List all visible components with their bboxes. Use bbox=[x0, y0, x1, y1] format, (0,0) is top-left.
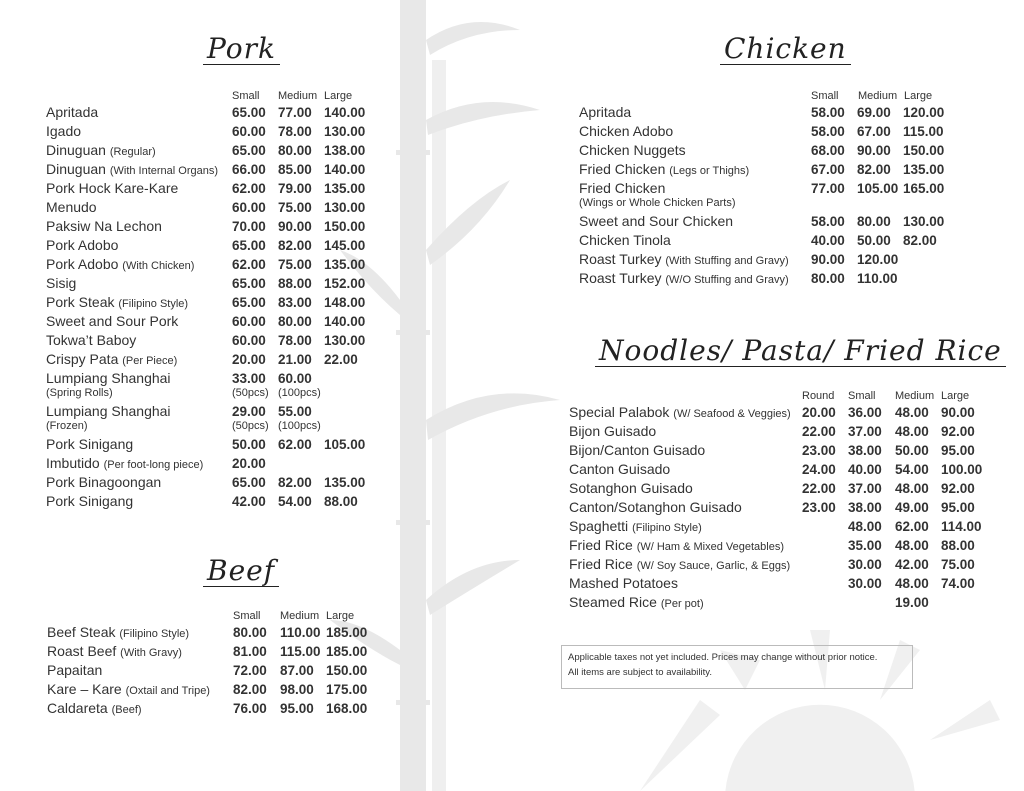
item-name: Crispy Pata bbox=[46, 351, 119, 367]
menu-item-name bbox=[46, 199, 97, 215]
item-name: Fried Rice bbox=[569, 556, 633, 572]
item-price: 60.00 bbox=[232, 333, 266, 348]
item-price: 83.00 bbox=[278, 295, 312, 310]
item-price: 100.00 bbox=[941, 462, 983, 477]
menu-item-name bbox=[46, 104, 98, 120]
item-price: 50.00 bbox=[857, 233, 891, 248]
item-price: 92.00 bbox=[941, 481, 975, 496]
menu-item-name bbox=[569, 404, 791, 420]
menu-item-name bbox=[579, 232, 671, 248]
item-price: 77.00 bbox=[811, 181, 845, 196]
item-note: (W/O Stuffing and Gravy) bbox=[665, 274, 789, 286]
item-price: 62.00 bbox=[232, 257, 266, 272]
menu-item-name bbox=[46, 161, 218, 177]
column-header: Large bbox=[324, 90, 353, 102]
item-price: 82.00 bbox=[857, 162, 891, 177]
item-subtitle: (Spring Rolls) bbox=[46, 387, 113, 399]
item-name: Kare – Kare bbox=[47, 681, 122, 697]
item-price: 55.00 bbox=[278, 404, 312, 419]
item-price: 58.00 bbox=[811, 214, 845, 229]
item-name: Tokwa’t Baboy bbox=[46, 332, 137, 348]
item-note: (Per foot-long piece) bbox=[103, 459, 204, 471]
item-note: (Per Piece) bbox=[122, 355, 178, 367]
menu-item-name bbox=[47, 624, 189, 640]
column-header: Small bbox=[233, 610, 261, 622]
item-price: 48.00 bbox=[895, 424, 929, 439]
menu-item-name bbox=[569, 575, 678, 591]
item-price: 88.00 bbox=[278, 276, 312, 291]
menu-item-name bbox=[569, 461, 670, 477]
item-price: 185.00 bbox=[326, 644, 368, 659]
menu-item-name bbox=[46, 123, 81, 139]
item-price: 138.00 bbox=[324, 143, 366, 158]
item-price: 54.00 bbox=[278, 494, 312, 509]
column-header: Large bbox=[904, 90, 933, 102]
disclaimer-line-2: All items are subject to availability. bbox=[568, 667, 712, 678]
item-price: 50.00 bbox=[895, 443, 929, 458]
item-price: 37.00 bbox=[848, 481, 882, 496]
item-note: (Beef) bbox=[111, 704, 142, 716]
item-name: Pork Steak bbox=[46, 294, 115, 310]
item-subtitle: (Frozen) bbox=[46, 420, 88, 432]
menu-item-name bbox=[46, 351, 177, 367]
menu-item-name bbox=[579, 123, 673, 139]
item-price: 150.00 bbox=[903, 143, 945, 158]
item-price: 58.00 bbox=[811, 105, 845, 120]
item-price: 88.00 bbox=[941, 538, 975, 553]
item-price: 23.00 bbox=[802, 500, 836, 515]
item-portion-size: (50pcs) bbox=[232, 387, 269, 399]
item-price: 82.00 bbox=[278, 475, 312, 490]
item-price: 175.00 bbox=[326, 682, 368, 697]
column-header: Small bbox=[848, 390, 876, 402]
item-price: 114.00 bbox=[941, 519, 982, 534]
menu-item-name bbox=[46, 455, 203, 471]
item-price: 88.00 bbox=[324, 494, 358, 509]
item-price: 80.00 bbox=[233, 625, 267, 640]
menu-item-name bbox=[46, 493, 133, 509]
item-name: Dinuguan bbox=[46, 142, 106, 158]
item-price: 77.00 bbox=[278, 105, 312, 120]
section-title-noodles: Noodles/ Pasta/ Fried Rice bbox=[595, 336, 1006, 367]
menu-item-name bbox=[46, 370, 171, 386]
menu-item-name bbox=[47, 662, 102, 678]
item-price: 165.00 bbox=[903, 181, 945, 196]
item-name: Pork Sinigang bbox=[46, 436, 134, 452]
item-price: 80.00 bbox=[278, 314, 312, 329]
item-price: 30.00 bbox=[848, 576, 882, 591]
item-portion-size: (100pcs) bbox=[278, 420, 321, 432]
item-name: Pork Hock Kare-Kare bbox=[46, 180, 179, 196]
menu-item-name bbox=[579, 161, 749, 177]
item-name: Imbutido bbox=[46, 455, 100, 471]
item-price: 148.00 bbox=[324, 295, 366, 310]
item-price: 145.00 bbox=[324, 238, 366, 253]
menu-item-name bbox=[579, 142, 686, 158]
item-price: 92.00 bbox=[941, 424, 975, 439]
item-price: 135.00 bbox=[903, 162, 945, 177]
item-price: 152.00 bbox=[324, 276, 366, 291]
item-price: 72.00 bbox=[233, 663, 267, 678]
item-name: Roast Turkey bbox=[579, 270, 662, 286]
item-name: Special Palabok bbox=[569, 404, 670, 420]
item-price: 48.00 bbox=[895, 538, 929, 553]
item-price: 76.00 bbox=[233, 701, 267, 716]
item-price: 81.00 bbox=[233, 644, 267, 659]
item-price: 90.00 bbox=[857, 143, 891, 158]
item-price: 135.00 bbox=[324, 181, 366, 196]
item-price: 24.00 bbox=[802, 462, 836, 477]
column-header: Medium bbox=[858, 90, 898, 102]
item-price: 60.00 bbox=[232, 314, 266, 329]
item-name: Sweet and Sour Chicken bbox=[579, 213, 734, 229]
item-price: 185.00 bbox=[326, 625, 368, 640]
item-portion-size: (100pcs) bbox=[278, 387, 321, 399]
item-price: 30.00 bbox=[848, 557, 882, 572]
item-note: (With Internal Organs) bbox=[109, 165, 219, 177]
item-name: Lumpiang Shanghai bbox=[46, 370, 171, 386]
item-name: Dinuguan bbox=[46, 161, 106, 177]
menu-item-name bbox=[46, 237, 118, 253]
item-price: 110.00 bbox=[280, 625, 321, 640]
item-price: 115.00 bbox=[903, 124, 944, 139]
menu-item-name bbox=[569, 594, 704, 610]
item-price: 95.00 bbox=[280, 701, 314, 716]
item-name: Sisig bbox=[46, 275, 77, 291]
menu-item-name bbox=[46, 436, 133, 452]
item-price: 130.00 bbox=[903, 214, 945, 229]
menu-item-name bbox=[46, 218, 162, 234]
item-price: 36.00 bbox=[848, 405, 882, 420]
item-name: Pork Binagoongan bbox=[46, 474, 162, 490]
item-portion-size: (50pcs) bbox=[232, 420, 269, 432]
item-note: (W/ Ham & Mixed Vegetables) bbox=[636, 541, 785, 553]
menu-item-name bbox=[579, 180, 665, 196]
item-note: (Filipino Style) bbox=[632, 522, 702, 534]
item-price: 65.00 bbox=[232, 238, 266, 253]
item-subtitle: (Wings or Whole Chicken Parts) bbox=[579, 197, 736, 209]
item-price: 78.00 bbox=[278, 333, 312, 348]
item-price: 140.00 bbox=[324, 162, 366, 177]
item-price: 48.00 bbox=[848, 519, 882, 534]
menu-item-name bbox=[569, 423, 656, 439]
item-price: 38.00 bbox=[848, 500, 882, 515]
item-price: 60.00 bbox=[232, 124, 266, 139]
item-price: 65.00 bbox=[232, 105, 266, 120]
item-name: Roast Beef bbox=[47, 643, 117, 659]
item-note: (With Stuffing and Gravy) bbox=[665, 255, 789, 267]
item-price: 60.00 bbox=[278, 371, 312, 386]
disclaimer-line-1: Applicable taxes not yet included. Prices may change without prior notice. bbox=[568, 652, 878, 663]
item-price: 120.00 bbox=[903, 105, 945, 120]
item-price: 130.00 bbox=[324, 124, 366, 139]
menu-item-name bbox=[46, 313, 178, 329]
item-name: Spaghetti bbox=[569, 518, 629, 534]
item-name: Igado bbox=[46, 123, 82, 139]
item-name: Pork Sinigang bbox=[46, 493, 134, 509]
item-name: Paksiw Na Lechon bbox=[46, 218, 162, 234]
item-price: 22.00 bbox=[802, 481, 836, 496]
item-price: 20.00 bbox=[232, 352, 266, 367]
column-header: Large bbox=[941, 390, 970, 402]
menu-item-name bbox=[579, 104, 631, 120]
item-name: Apritada bbox=[46, 104, 99, 120]
menu-item-name bbox=[579, 213, 733, 229]
item-price: 65.00 bbox=[232, 276, 266, 291]
item-price: 150.00 bbox=[324, 219, 366, 234]
item-price: 135.00 bbox=[324, 257, 366, 272]
item-price: 95.00 bbox=[941, 500, 975, 515]
item-price: 50.00 bbox=[232, 437, 266, 452]
item-price: 75.00 bbox=[941, 557, 975, 572]
item-note: (With Chicken) bbox=[122, 260, 195, 272]
section-title-pork: Pork bbox=[203, 34, 280, 65]
item-name: Canton Guisado bbox=[569, 461, 671, 477]
item-name: Beef Steak bbox=[47, 624, 116, 640]
menu-item-name bbox=[569, 499, 742, 515]
item-price: 65.00 bbox=[232, 143, 266, 158]
item-price: 105.00 bbox=[857, 181, 899, 196]
item-price: 42.00 bbox=[895, 557, 929, 572]
item-price: 21.00 bbox=[278, 352, 312, 367]
item-price: 35.00 bbox=[848, 538, 882, 553]
item-price: 58.00 bbox=[811, 124, 845, 139]
item-price: 62.00 bbox=[278, 437, 312, 452]
item-price: 40.00 bbox=[848, 462, 882, 477]
column-header: Medium bbox=[280, 610, 320, 622]
item-name: Fried Chicken bbox=[579, 161, 666, 177]
menu-item-name bbox=[569, 442, 705, 458]
item-price: 22.00 bbox=[324, 352, 358, 367]
item-price: 140.00 bbox=[324, 314, 366, 329]
menu-item-name bbox=[46, 403, 171, 419]
item-name: Bijon Guisado bbox=[569, 423, 657, 439]
menu-item-name bbox=[46, 474, 161, 490]
item-price: 79.00 bbox=[278, 181, 312, 196]
item-price: 82.00 bbox=[903, 233, 937, 248]
column-header: Medium bbox=[278, 90, 318, 102]
item-price: 135.00 bbox=[324, 475, 366, 490]
item-name: Lumpiang Shanghai bbox=[46, 403, 171, 419]
item-price: 95.00 bbox=[941, 443, 975, 458]
item-name: Sweet and Sour Pork bbox=[46, 313, 179, 329]
item-name: Fried Chicken bbox=[579, 180, 666, 196]
item-price: 20.00 bbox=[802, 405, 836, 420]
item-price: 65.00 bbox=[232, 475, 266, 490]
item-price: 22.00 bbox=[802, 424, 836, 439]
item-price: 75.00 bbox=[278, 257, 312, 272]
item-price: 70.00 bbox=[232, 219, 266, 234]
item-price: 90.00 bbox=[278, 219, 312, 234]
menu-item-name bbox=[579, 251, 789, 267]
column-header: Medium bbox=[895, 390, 935, 402]
item-price: 23.00 bbox=[802, 443, 836, 458]
item-price: 80.00 bbox=[857, 214, 891, 229]
item-name: Caldareta bbox=[47, 700, 108, 716]
item-price: 42.00 bbox=[232, 494, 266, 509]
item-price: 54.00 bbox=[895, 462, 929, 477]
item-name: Sotanghon Guisado bbox=[569, 480, 693, 496]
section-title-chicken: Chicken bbox=[720, 34, 851, 65]
item-note: (Per pot) bbox=[660, 598, 704, 610]
item-name: Papaitan bbox=[47, 662, 103, 678]
item-note: (Legs or Thighs) bbox=[669, 165, 750, 177]
menu-item-name bbox=[569, 480, 693, 496]
menu-item-name bbox=[46, 180, 178, 196]
item-note: (Oxtail and Tripe) bbox=[125, 685, 210, 697]
item-note: (With Gravy) bbox=[120, 647, 182, 659]
item-price: 38.00 bbox=[848, 443, 882, 458]
item-price: 130.00 bbox=[324, 333, 366, 348]
item-note: (Filipino Style) bbox=[119, 628, 190, 640]
item-price: 67.00 bbox=[811, 162, 845, 177]
menu-item-name bbox=[579, 270, 789, 286]
section-title-beef: Beef bbox=[203, 556, 279, 587]
column-header: Round bbox=[802, 390, 835, 402]
column-header: Large bbox=[326, 610, 355, 622]
item-price: 110.00 bbox=[857, 271, 898, 286]
menu-item-name bbox=[569, 556, 790, 572]
menu-item-name bbox=[46, 275, 76, 291]
menu-item-name bbox=[47, 643, 182, 659]
menu-item-name bbox=[47, 681, 210, 697]
item-price: 48.00 bbox=[895, 481, 929, 496]
item-note: (Filipino Style) bbox=[118, 298, 189, 310]
item-price: 69.00 bbox=[857, 105, 891, 120]
item-price: 37.00 bbox=[848, 424, 882, 439]
menu-item-name bbox=[569, 537, 784, 553]
column-header: Small bbox=[232, 90, 260, 102]
item-price: 82.00 bbox=[233, 682, 267, 697]
item-price: 150.00 bbox=[326, 663, 368, 678]
item-name: Pork Adobo bbox=[46, 256, 119, 272]
item-price: 90.00 bbox=[811, 252, 845, 267]
item-price: 90.00 bbox=[941, 405, 975, 420]
item-price: 67.00 bbox=[857, 124, 891, 139]
item-price: 78.00 bbox=[278, 124, 312, 139]
item-price: 68.00 bbox=[811, 143, 845, 158]
menu-item-name bbox=[569, 518, 702, 534]
menu-item-name bbox=[47, 700, 142, 716]
item-price: 80.00 bbox=[278, 143, 312, 158]
item-price: 75.00 bbox=[278, 200, 312, 215]
item-name: Pork Adobo bbox=[46, 237, 119, 253]
item-price: 60.00 bbox=[232, 200, 266, 215]
item-name: Chicken Adobo bbox=[579, 123, 674, 139]
item-price: 65.00 bbox=[232, 295, 266, 310]
column-header: Small bbox=[811, 90, 839, 102]
item-price: 29.00 bbox=[232, 404, 266, 419]
menu-item-name bbox=[46, 294, 188, 310]
item-name: Fried Rice bbox=[569, 537, 633, 553]
item-price: 82.00 bbox=[278, 238, 312, 253]
item-name: Apritada bbox=[579, 104, 632, 120]
item-price: 62.00 bbox=[895, 519, 929, 534]
item-price: 48.00 bbox=[895, 576, 929, 591]
item-price: 168.00 bbox=[326, 701, 368, 716]
item-price: 66.00 bbox=[232, 162, 266, 177]
item-price: 49.00 bbox=[895, 500, 929, 515]
item-price: 105.00 bbox=[324, 437, 366, 452]
item-price: 20.00 bbox=[232, 456, 266, 471]
item-price: 115.00 bbox=[280, 644, 321, 659]
item-price: 74.00 bbox=[941, 576, 975, 591]
item-note: (Regular) bbox=[109, 146, 156, 158]
menu-item-name bbox=[46, 332, 136, 348]
item-name: Chicken Tinola bbox=[579, 232, 671, 248]
menu-item-name bbox=[46, 256, 194, 272]
item-price: 120.00 bbox=[857, 252, 899, 267]
item-price: 62.00 bbox=[232, 181, 266, 196]
disclaimer-box bbox=[561, 645, 913, 689]
item-name: Chicken Nuggets bbox=[579, 142, 686, 158]
item-name: Menudo bbox=[46, 199, 97, 215]
item-note: (W/ Soy Sauce, Garlic, & Eggs) bbox=[636, 560, 791, 572]
item-name: Mashed Potatoes bbox=[569, 575, 678, 591]
item-note: (W/ Seafood & Veggies) bbox=[673, 408, 791, 420]
item-price: 140.00 bbox=[324, 105, 366, 120]
item-name: Canton/Sotanghon Guisado bbox=[569, 499, 742, 515]
item-price: 87.00 bbox=[280, 663, 314, 678]
item-price: 80.00 bbox=[811, 271, 845, 286]
item-price: 40.00 bbox=[811, 233, 845, 248]
item-name: Steamed Rice bbox=[569, 594, 657, 610]
item-price: 85.00 bbox=[278, 162, 312, 177]
item-price: 19.00 bbox=[895, 595, 929, 610]
item-price: 98.00 bbox=[280, 682, 314, 697]
item-price: 130.00 bbox=[324, 200, 366, 215]
menu-item-name bbox=[46, 142, 156, 158]
item-price: 48.00 bbox=[895, 405, 929, 420]
item-name: Bijon/Canton Guisado bbox=[569, 442, 706, 458]
item-name: Roast Turkey bbox=[579, 251, 662, 267]
item-price: 33.00 bbox=[232, 371, 266, 386]
